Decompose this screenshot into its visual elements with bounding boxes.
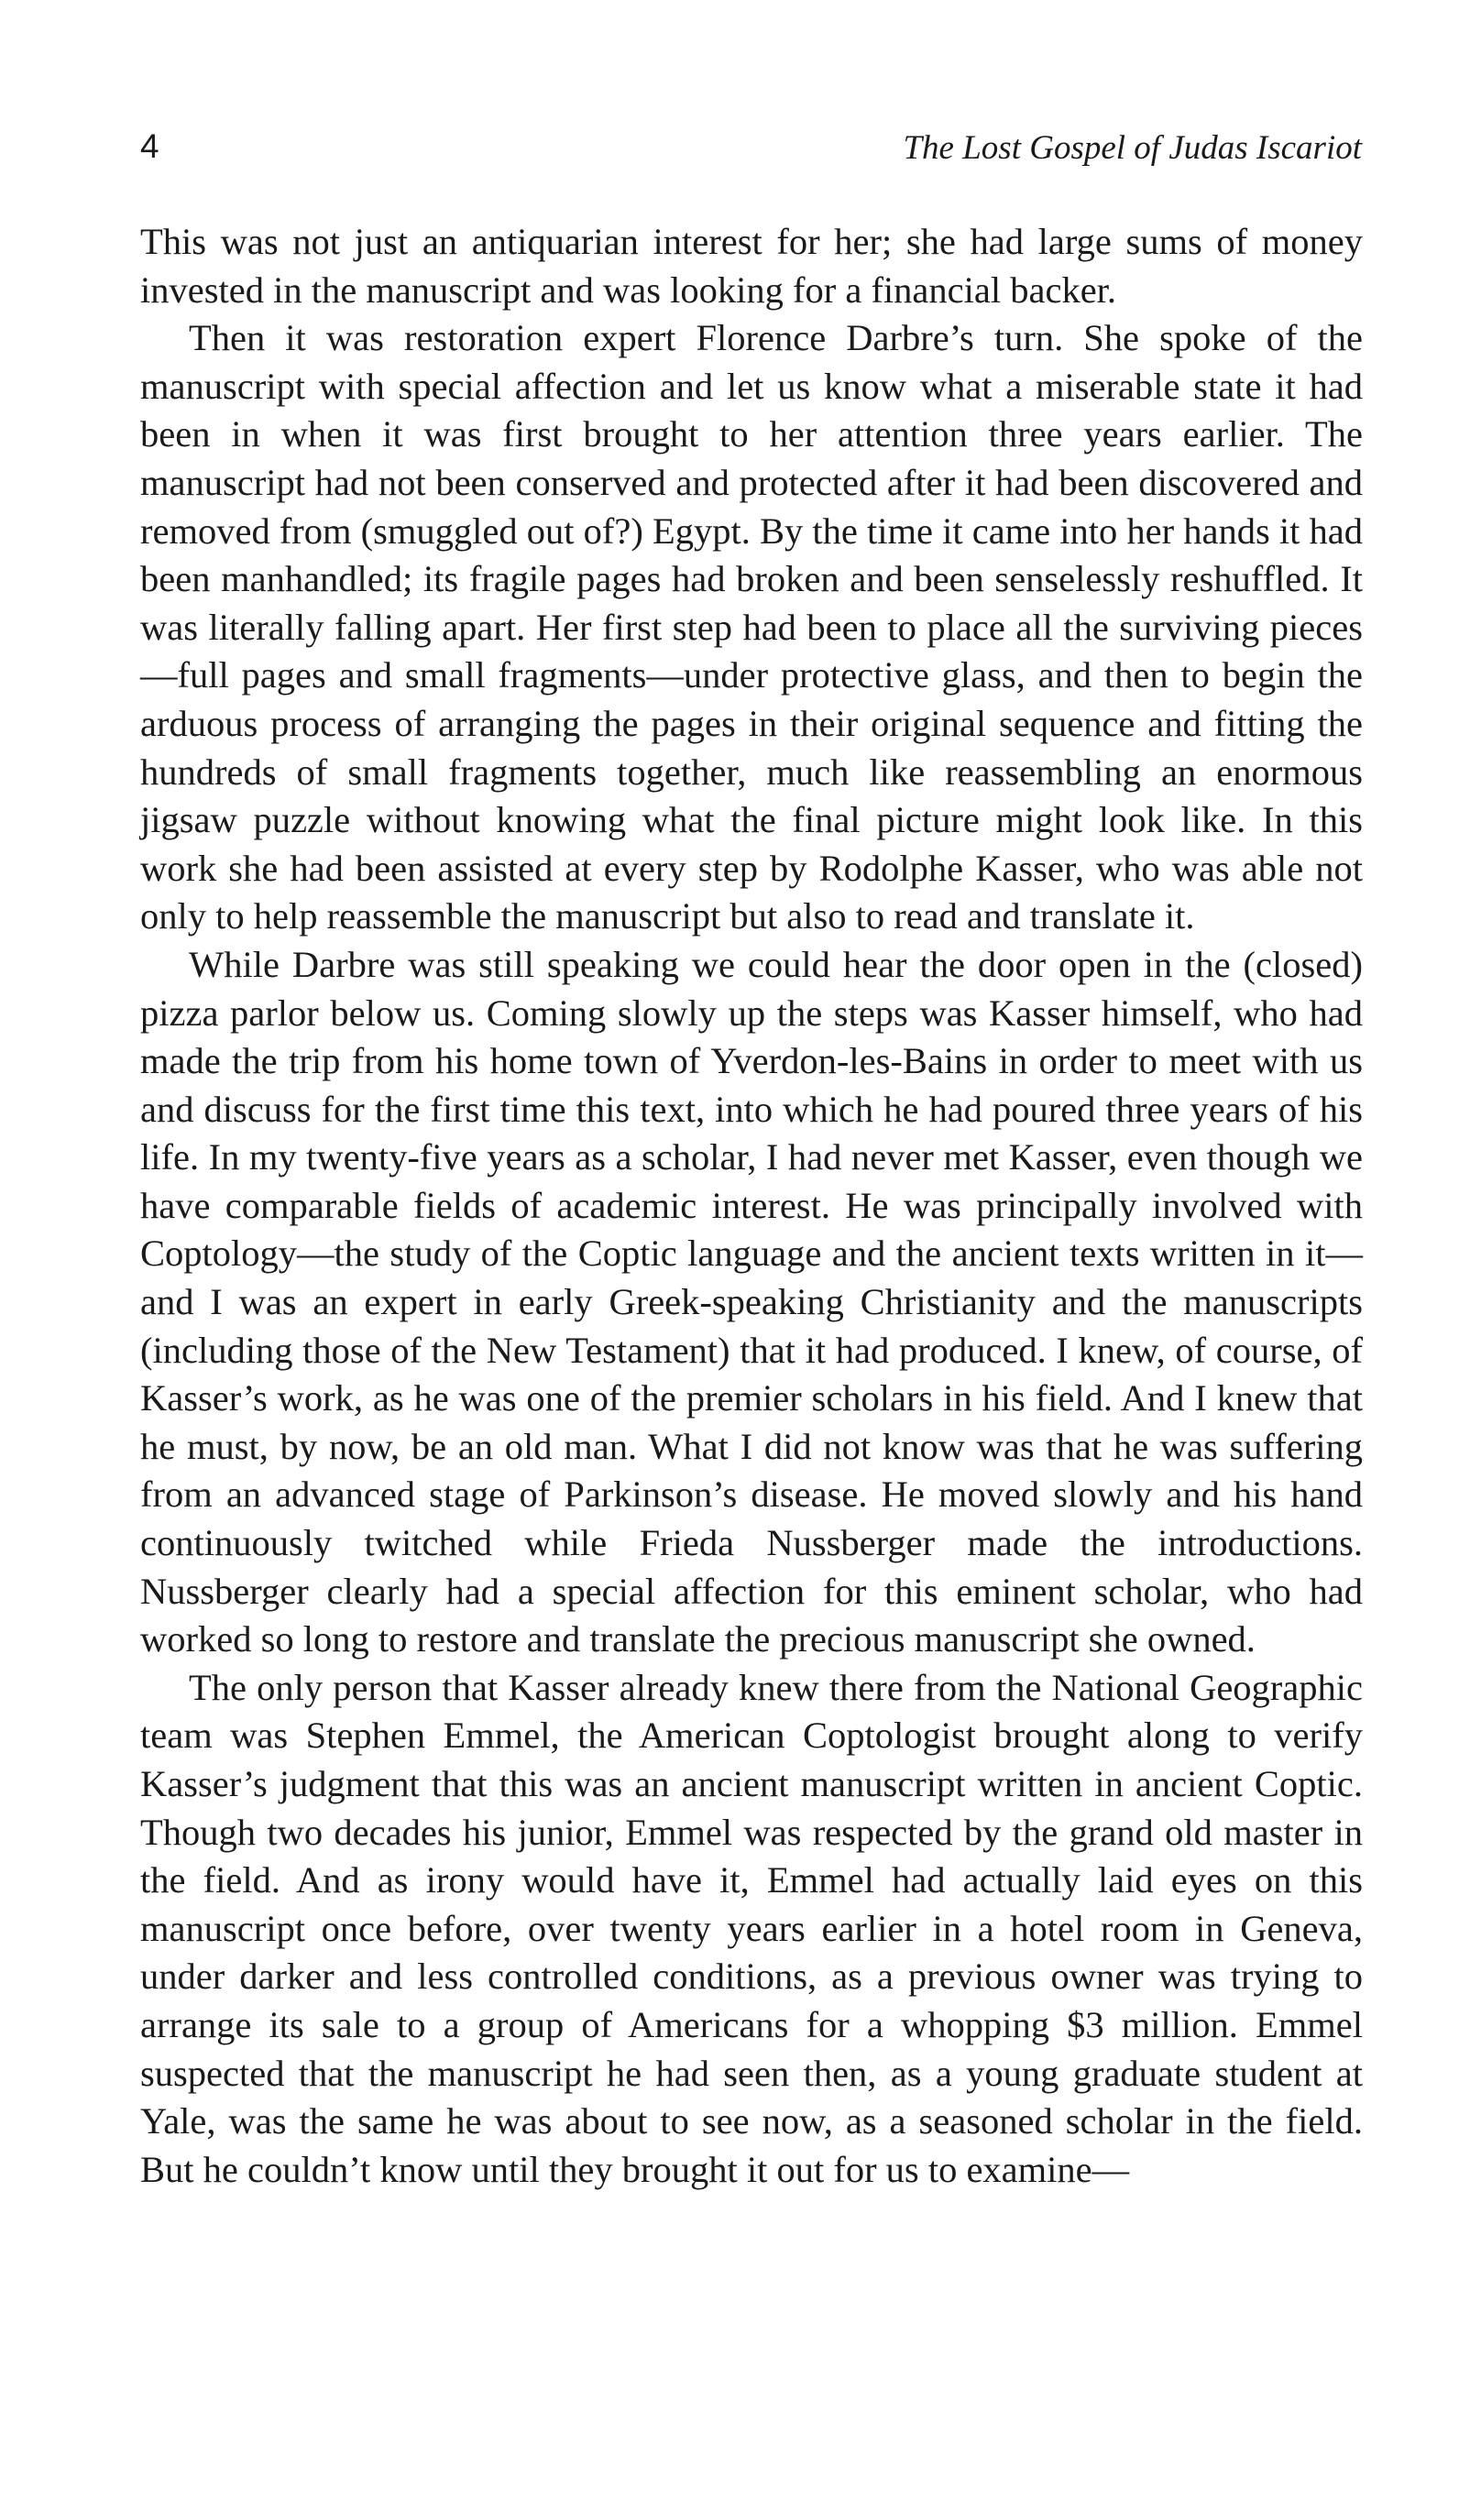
page-number: 4 bbox=[140, 127, 159, 165]
paragraph: The only person that Kasser already knew there from the National Geographic team was Stephen Emmel, the American Coptologist brought along to verify Kasser’s judgment that this was an ancient manuscript written in ancient Coptic. Though two decades his junior, Emmel was respected by the grand old master in the field. And as irony would have it, Emmel had actually laid eyes on this manuscript once before, over twenty years earlier in a hotel room in Geneva, under darker and less controlled conditions, as a previous owner was trying to arrange its sale to a group of Americans for a whopping $3 million. Emmel suspected that the manuscript he had seen then, as a young graduate student at Yale, was the same he was about to see now, as a seasoned scholar in the field. But he couldn’t know until they brought it out for us to examine— bbox=[140, 1666, 1363, 2190]
running-title: The Lost Gospel of Judas Iscariot bbox=[903, 129, 1362, 167]
paragraph-continuation: This was not just an antiquarian interest for her; she had large sums of money invested in the manuscript and was looking for a financial backer. bbox=[140, 221, 1363, 311]
paragraph: Then it was restoration expert Florence Darbre’s turn. She spoke of the manuscript with special affection and let us know what a miserable state it had been in when it was first brought to her attention three years earlier. The manuscript had not been conserved and protected after it had been discovered and removed from (smuggled out of?) Egypt. By the time it came into her hands it had been manhandled; its fragile pages had broken and been senselessly reshuffled. It was literally falling apart. Her first step had been to place all the surviving pieces—full pages and small fragments—under protective glass, and then to begin the arduous process of arranging the pages in their original sequence and fitting the hundreds of small fragments together, much like reassembling an enormous jigsaw puzzle without knowing what the final picture might look like. In this work she had been assisted at every step by Rodolphe Kasser, who was able not only to help reassemble the manuscript but also to read and translate it. bbox=[140, 317, 1363, 937]
paragraph: While Darbre was still speaking we could hear the door open in the (closed) pizza parlor below us. Coming slowly up the steps was Kasser himself, who had made the trip from his home town of Yverdon-les-Bains in order to meet with us and discuss for the first time this text, into which he had poured three years of his life. In my twenty-five years as a scholar, I had never met Kasser, even though we have comparable fields of academic interest. He was principally involved with Coptology—the study of the Coptic language and the ancient texts written in it—and I was an expert in early Greek-speaking Christianity and the manuscripts (including those of the New Testament) that it had produced. I knew, of course, of Kasser’s work, as he was one of the premier scholars in his field. And I knew that he must, by now, be an old man. What I did not know was that he was suffering from an advanced stage of Parkinson’s disease. He moved slowly and his hand continuously twitched while Frieda Nussberger made the introductions. Nussberger clearly had a special affection for this eminent scholar, who had worked so long to restore and translate the precious manuscript she owned. bbox=[140, 943, 1363, 1660]
body-text bbox=[140, 218, 1363, 2194]
